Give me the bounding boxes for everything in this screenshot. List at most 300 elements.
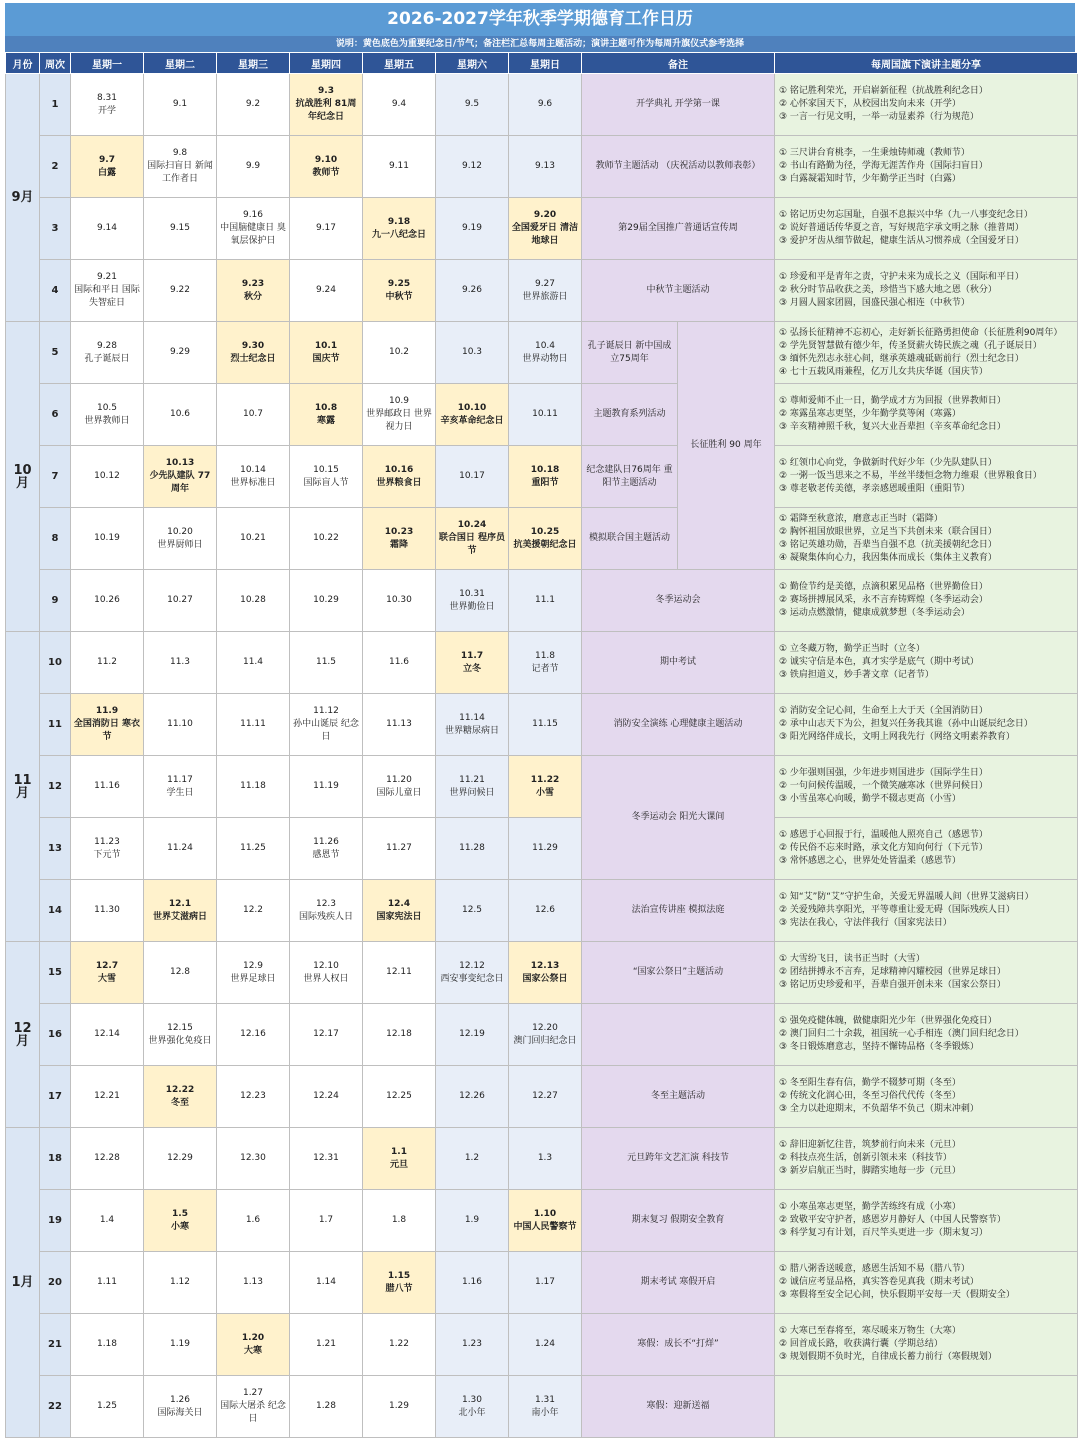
speech-topics: [775, 446, 1078, 508]
day-date: 9.17: [315, 223, 337, 233]
week-remark: 元旦跨年文艺汇演 科技节: [582, 1128, 775, 1190]
day-date: 12.8: [169, 967, 191, 977]
day-date: 10.14: [240, 464, 266, 475]
day-event: 九一八纪念日: [371, 229, 426, 240]
month-cell: 12月: [6, 942, 40, 1128]
day-date: 10.25: [530, 526, 560, 537]
day-date: 1.23: [461, 1339, 483, 1349]
day-cell: [290, 1190, 363, 1252]
day-event: 国家公祭日: [522, 973, 568, 984]
day-date: 1.13: [242, 1277, 264, 1287]
week-remark: 寒假：成长不“打烊”: [582, 1314, 775, 1376]
day-date: 12.12: [459, 960, 485, 971]
speech-topics: [775, 818, 1078, 880]
week-remark: 法治宣传讲座 模拟法庭: [582, 880, 775, 942]
day-date: 9.20: [533, 210, 557, 220]
day-cell: [363, 1190, 436, 1252]
speech-topics: [775, 756, 1078, 818]
day-date: 9.24: [315, 285, 337, 295]
speech-topic: ① 大雪纷飞日，读书正当时（大雪）: [779, 954, 925, 964]
day-event: 世界糖尿病日: [444, 725, 499, 736]
day-date: 12.7: [95, 960, 119, 971]
header-thu: 星期四: [290, 53, 363, 74]
day-cell: [436, 632, 509, 694]
day-cell: [363, 632, 436, 694]
calendar-week-row: [6, 570, 1078, 632]
day-event: 腊八节: [385, 1283, 413, 1294]
speech-topics: [775, 1128, 1078, 1190]
day-date: 9.9: [245, 161, 261, 171]
day-cell: [71, 1004, 144, 1066]
day-date: 11.14: [459, 712, 485, 723]
day-event: 秋分: [243, 291, 262, 302]
week-remark: 期末考试 寒假开启: [582, 1252, 775, 1314]
day-date: 12.21: [94, 1091, 120, 1101]
day-date: 9.8: [172, 148, 188, 158]
month-cell: 9月: [6, 74, 40, 322]
day-cell: [363, 942, 436, 1004]
day-cell: [436, 880, 509, 942]
week-remark: 冬至主题活动: [582, 1066, 775, 1128]
day-date: 11.1: [534, 595, 556, 605]
day-date: 12.23: [240, 1091, 266, 1101]
day-cell: [363, 818, 436, 880]
day-date: 10.26: [94, 595, 120, 605]
day-cell: [290, 446, 363, 508]
page-title: 2026-2027学年秋季学期德育工作日历: [5, 3, 1075, 36]
day-cell: [436, 136, 509, 198]
day-cell: [509, 1252, 582, 1314]
speech-topic: ③ 铭记历史珍爱和平，吾辈自强开创未来（国家公祭日）: [779, 980, 1006, 990]
day-date: 10.3: [461, 347, 483, 357]
speech-topic: ① 辞旧迎新忆往昔，筑梦前行向未来（元旦）: [779, 1140, 961, 1150]
day-date: 11.29: [532, 843, 558, 853]
day-event: 全国爱牙日 清洁地球日: [511, 223, 579, 246]
header-tue: 星期二: [144, 53, 217, 74]
speech-topic: ② 胸怀祖国放眼世界，立足当下共创未来（联合国日）: [779, 526, 997, 537]
day-cell: [363, 322, 436, 384]
day-date: 1.15: [387, 1270, 411, 1281]
day-event: 世界粮食日: [376, 477, 422, 488]
day-event: 世界旅游日: [522, 291, 568, 302]
week-remark: “国家公祭日”主题活动: [582, 942, 775, 1004]
day-event: 国际盲人节: [303, 477, 349, 488]
speech-topic: ④ 凝聚集体向心力，我因集体而成长（集体主义教育）: [779, 552, 997, 563]
day-event: 国际大屠杀 纪念日: [220, 1401, 286, 1424]
day-date: 9.5: [464, 99, 480, 109]
speech-topic: ② 传民俗不忘来时路，承文化方知向何行（下元节）: [779, 843, 988, 853]
speech-topic: ② 说好普通话传华夏之音，写好规范字承文明之脉（推普周）: [779, 223, 1024, 233]
week-remark: 孔子诞辰日 新中国成立75周年: [582, 322, 678, 384]
day-date: 11.12: [313, 706, 339, 716]
speech-topic: ① 弘扬长征精神不忘初心，走好新长征路勇担使命（长征胜利90周年）: [779, 327, 1063, 338]
day-date: 1.10: [533, 1208, 557, 1219]
speech-topic: ① 三尺讲台育桃李，一生秉烛铸师魂（教师节）: [779, 148, 970, 158]
day-cell: [217, 1252, 290, 1314]
day-cell: [290, 136, 363, 198]
speech-topic: ① 霜降至秋意浓，磨意志正当时（霜降）: [779, 513, 943, 524]
day-cell: [71, 136, 144, 198]
day-cell: [290, 1128, 363, 1190]
day-cell: [217, 322, 290, 384]
calendar-week-row: [6, 1066, 1078, 1128]
day-event: 教师节: [312, 167, 340, 178]
day-date: 1.21: [315, 1339, 337, 1349]
day-event: 大雪: [97, 973, 116, 984]
day-date: 12.22: [165, 1084, 195, 1095]
speech-topic: ① 红领巾心向党，争做新时代好少年（少先队建队日）: [779, 458, 997, 468]
day-event: 孙中山诞辰 纪念日: [293, 719, 359, 742]
day-event: 元旦: [389, 1159, 408, 1170]
day-cell: [363, 260, 436, 322]
week-remark: 开学典礼 开学第一课: [582, 74, 775, 136]
day-date: 10.15: [313, 464, 339, 475]
week-number: 2: [40, 136, 71, 198]
day-date: 1.9: [464, 1215, 480, 1225]
calendar-week-row: [6, 818, 1078, 880]
day-event: 国庆节: [312, 353, 340, 364]
week-number: 10: [40, 632, 71, 694]
day-event: 世界问候日: [449, 787, 495, 798]
day-cell: [217, 1190, 290, 1252]
day-date: 10.18: [530, 464, 560, 475]
day-date: 10.12: [94, 471, 120, 481]
day-date: 10.28: [240, 595, 266, 605]
speech-topic: ① 腊八粥香送暖意，感恩生活知不易（腊八节）: [779, 1264, 970, 1274]
speech-topic: ③ 月圆人圆家团圆，国盛民强心相连（中秋节）: [779, 298, 970, 308]
week-number: 17: [40, 1066, 71, 1128]
speech-topics: [775, 570, 1078, 632]
calendar-week-row: [6, 384, 1078, 446]
day-cell: [436, 570, 509, 632]
header-week: 周次: [40, 53, 71, 74]
day-event: 国际和平日 国际失智症日: [74, 285, 140, 308]
day-event: 世界邮政日 世界视力日: [366, 409, 432, 432]
day-cell: [363, 1252, 436, 1314]
day-date: 9.7: [99, 154, 115, 165]
week-number: 15: [40, 942, 71, 1004]
day-cell: [71, 74, 144, 136]
day-event: 世界标准日: [230, 477, 276, 488]
day-date: 9.11: [388, 161, 410, 171]
day-cell: [217, 446, 290, 508]
day-event: 全国消防日 寒衣节: [73, 719, 141, 742]
day-date: 12.13: [530, 960, 560, 971]
day-date: 10.24: [457, 520, 487, 530]
day-date: 11.13: [386, 719, 412, 729]
day-date: 9.29: [169, 347, 191, 357]
day-cell: [509, 818, 582, 880]
day-date: 12.10: [313, 960, 339, 971]
week-number: 21: [40, 1314, 71, 1376]
speech-topics: [775, 384, 1078, 446]
calendar-week-row: [6, 1252, 1078, 1314]
day-date: 9.18: [387, 216, 411, 227]
day-event: 霜降: [389, 539, 408, 550]
day-date: 12.6: [534, 905, 556, 915]
day-cell: [509, 694, 582, 756]
day-cell: [71, 1128, 144, 1190]
day-date: 10.7: [242, 409, 264, 419]
day-cell: [290, 1066, 363, 1128]
calendar-week-row: [6, 1004, 1078, 1066]
day-cell: [363, 1004, 436, 1066]
day-date: 1.27: [242, 1388, 264, 1398]
day-date: 9.26: [461, 285, 483, 295]
day-date: 1.16: [461, 1277, 483, 1287]
day-date: 11.26: [313, 836, 339, 847]
header-wed: 星期三: [217, 53, 290, 74]
day-event: 国际海关日: [157, 1407, 203, 1418]
day-event: 国际残疾人日: [298, 911, 353, 922]
day-date: 9.16: [242, 210, 264, 220]
day-date: 1.31: [534, 1394, 556, 1405]
day-event: 重阳节: [531, 477, 559, 488]
week-number: 6: [40, 384, 71, 446]
month-cell: 1月: [6, 1128, 40, 1438]
day-date: 10.4: [534, 340, 556, 351]
day-date: 11.25: [240, 843, 266, 853]
speech-topic: ② 承中山志天下为公，担复兴任务我其谁（孙中山诞辰纪念日）: [779, 719, 1033, 729]
calendar-week-row: [6, 322, 1078, 384]
day-cell: [363, 508, 436, 570]
speech-topic: ① 少年强则国强，少年进步则国进步（国际学生日）: [779, 768, 988, 778]
day-date: 11.16: [94, 781, 120, 791]
day-cell: [436, 1314, 509, 1376]
speech-topic: ③ 寒假将至安全记心间，快乐假期平安每一天（假期安全）: [779, 1290, 1015, 1300]
day-event: 联合国日 程序员节: [438, 533, 506, 556]
day-cell: [509, 136, 582, 198]
day-date: 9.15: [169, 223, 191, 233]
day-date: 9.22: [169, 285, 191, 295]
speech-topic: ② 赛场拼搏展风采，永不言弃铸辉煌（冬季运动会）: [779, 595, 988, 605]
day-date: 9.28: [96, 340, 118, 351]
calendar-week-row: [6, 198, 1078, 260]
day-date: 12.11: [386, 967, 412, 977]
day-cell: [509, 1066, 582, 1128]
day-cell: [436, 1190, 509, 1252]
day-date: 11.11: [240, 719, 266, 729]
day-date: 1.25: [96, 1401, 118, 1411]
week-number: 18: [40, 1128, 71, 1190]
speech-topic: ③ 全力以赴迎期末，不负韶华不负己（期末冲刺）: [779, 1104, 979, 1114]
day-cell: [509, 570, 582, 632]
day-event: 国际儿童日: [376, 787, 422, 798]
speech-topic: ② 寒露虽寒志更坚，少年勤学莫等闲（寒露）: [779, 409, 961, 419]
calendar-week-row: [6, 694, 1078, 756]
day-cell: [436, 446, 509, 508]
day-date: 10.22: [313, 533, 339, 543]
day-cell: [436, 1252, 509, 1314]
speech-topic: ① 感恩于心回报于行，温暖他人照亮自己（感恩节）: [779, 830, 988, 840]
day-cell: [436, 260, 509, 322]
day-date: 1.7: [318, 1215, 334, 1225]
day-date: 9.27: [534, 278, 556, 289]
day-cell: [144, 1376, 217, 1438]
day-cell: [363, 1066, 436, 1128]
day-cell: [290, 942, 363, 1004]
calendar-week-row: [6, 756, 1078, 818]
day-cell: [436, 1066, 509, 1128]
day-event: 世界足球日: [230, 973, 276, 984]
day-date: 1.19: [169, 1339, 191, 1349]
speech-topics: [775, 1314, 1078, 1376]
header-sun: 星期日: [509, 53, 582, 74]
day-date: 1.6: [245, 1215, 261, 1225]
day-cell: [363, 880, 436, 942]
day-date: 1.3: [537, 1153, 553, 1163]
day-date: 10.17: [459, 471, 485, 481]
day-date: 1.12: [169, 1277, 191, 1287]
day-event: 少先队建队 77周年: [149, 471, 211, 494]
day-date: 9.21: [96, 272, 118, 282]
day-cell: [290, 1376, 363, 1438]
speech-topics: [775, 260, 1078, 322]
day-date: 9.19: [461, 223, 483, 233]
day-date: 12.18: [386, 1029, 412, 1039]
speech-topic: ② 澳门回归二十余载，祖国统一心手相连（澳门回归纪念日）: [779, 1029, 1024, 1039]
day-date: 1.20: [241, 1332, 265, 1343]
day-date: 12.3: [315, 898, 337, 909]
day-date: 11.22: [530, 774, 560, 785]
day-date: 11.9: [95, 706, 119, 716]
speech-topics: [775, 1190, 1078, 1252]
day-cell: [71, 694, 144, 756]
day-cell: [509, 1314, 582, 1376]
day-cell: [290, 1004, 363, 1066]
speech-topic: ③ 小雪虽寒心向暖，勤学不辍志更高（小雪）: [779, 794, 961, 804]
day-date: 1.28: [315, 1401, 337, 1411]
day-date: 11.4: [242, 657, 264, 667]
speech-topic: ① 消防安全记心间，生命至上大于天（全国消防日）: [779, 706, 988, 716]
day-date: 1.5: [172, 1208, 188, 1219]
calendar-week-row: [6, 880, 1078, 942]
week-number: 22: [40, 1376, 71, 1438]
day-cell: [71, 818, 144, 880]
calendar-week-row: [6, 632, 1078, 694]
day-cell: [144, 508, 217, 570]
day-date: 9.30: [241, 340, 265, 351]
day-date: 12.30: [240, 1153, 266, 1163]
month-cell: 10月: [6, 322, 40, 632]
speech-topics: [775, 942, 1078, 1004]
day-cell: [217, 136, 290, 198]
calendar-week-row: [6, 74, 1078, 136]
speech-topic: ① 知“艾”防“艾”守护生命，关爱无界温暖人间（世界艾滋病日）: [779, 892, 1034, 902]
day-event: 小雪: [535, 787, 554, 798]
speech-topic: ③ 铁肩担道义，妙手著文章（记者节）: [779, 670, 934, 680]
day-date: 10.20: [167, 526, 193, 537]
day-cell: [290, 632, 363, 694]
day-cell: [144, 322, 217, 384]
day-date: 11.17: [167, 774, 193, 785]
day-cell: [436, 818, 509, 880]
day-cell: [509, 322, 582, 384]
day-date: 12.17: [313, 1029, 339, 1039]
day-cell: [217, 1314, 290, 1376]
day-event: 南小年: [531, 1407, 559, 1418]
day-cell: [436, 508, 509, 570]
day-date: 1.4: [99, 1215, 115, 1225]
day-cell: [290, 508, 363, 570]
speech-topic: ③ 科学复习有计划，百尺竿头更进一步（期末复习）: [779, 1228, 988, 1238]
week-number: 11: [40, 694, 71, 756]
header-month: 月份: [6, 53, 40, 74]
day-cell: [144, 880, 217, 942]
day-date: 11.10: [167, 719, 193, 729]
day-cell: [509, 880, 582, 942]
day-cell: [217, 570, 290, 632]
day-date: 10.31: [459, 588, 485, 599]
day-cell: [217, 1128, 290, 1190]
day-cell: [436, 942, 509, 1004]
speech-topics: [775, 136, 1078, 198]
day-event: 辛亥革命纪念日: [440, 415, 504, 426]
day-cell: [217, 260, 290, 322]
speech-topic: ③ 辛亥精神照千秋，复兴大业吾辈担（辛亥革命纪念日）: [779, 422, 1006, 432]
day-date: 9.25: [387, 278, 411, 289]
day-date: 10.5: [96, 402, 118, 413]
speech-topic: ③ 白露凝霜知时节，少年勤学正当时（白露）: [779, 174, 961, 184]
day-cell: [217, 198, 290, 260]
speech-topic: ③ 冬日锻炼磨意志，坚持不懈铸品格（冬季锻炼）: [779, 1042, 979, 1052]
day-cell: [144, 694, 217, 756]
day-cell: [144, 632, 217, 694]
speech-topic: ② 学先贤智慧做有德少年，传圣贤薪火铸民族之魂（孔子诞辰日）: [779, 340, 1042, 351]
day-date: 1.30: [461, 1394, 483, 1405]
day-event: 西安事变纪念日: [440, 973, 504, 984]
speech-topic: ③ 缅怀先烈志永驻心间，继承英雄魂砥砺前行（烈士纪念日）: [779, 353, 1024, 364]
day-cell: [509, 756, 582, 818]
calendar-week-row: [6, 136, 1078, 198]
day-date: 9.14: [96, 223, 118, 233]
day-cell: [509, 1004, 582, 1066]
day-date: 12.9: [242, 960, 264, 971]
speech-topic: ② 致敬平安守护者，感恩岁月静好人（中国人民警察节）: [779, 1215, 1006, 1225]
day-cell: [71, 632, 144, 694]
day-date: 12.15: [167, 1022, 193, 1033]
day-date: 11.30: [94, 905, 120, 915]
calendar-week-row: [6, 942, 1078, 1004]
speech-topic: ③ 尊老敬老传美德，孝亲感恩暖重阳（重阳节）: [779, 484, 970, 494]
speech-topic: ① 铭记胜利荣光，开启崭新征程（抗战胜利纪念日）: [779, 86, 988, 96]
day-date: 11.15: [532, 719, 558, 729]
week-number: 7: [40, 446, 71, 508]
speech-topics: [775, 694, 1078, 756]
day-event: 中秋节: [385, 291, 413, 302]
day-cell: [290, 384, 363, 446]
day-cell: [144, 446, 217, 508]
speech-topics: [775, 880, 1078, 942]
day-cell: [290, 818, 363, 880]
day-cell: [290, 756, 363, 818]
day-cell: [217, 694, 290, 756]
day-cell: [509, 632, 582, 694]
day-date: 10.30: [386, 595, 412, 605]
day-cell: [71, 880, 144, 942]
calendar-week-row: [6, 1314, 1078, 1376]
day-cell: [436, 1004, 509, 1066]
day-date: 11.8: [534, 650, 556, 661]
speech-topic: ② 书山有路勤为径，学海无涯苦作舟（国际扫盲日）: [779, 161, 988, 171]
day-cell: [509, 1190, 582, 1252]
day-date: 10.29: [313, 595, 339, 605]
week-number: 16: [40, 1004, 71, 1066]
day-cell: [144, 570, 217, 632]
day-event: 中国脑健康日 臭氧层保护日: [220, 223, 286, 246]
day-cell: [509, 508, 582, 570]
day-date: 10.11: [532, 409, 558, 419]
